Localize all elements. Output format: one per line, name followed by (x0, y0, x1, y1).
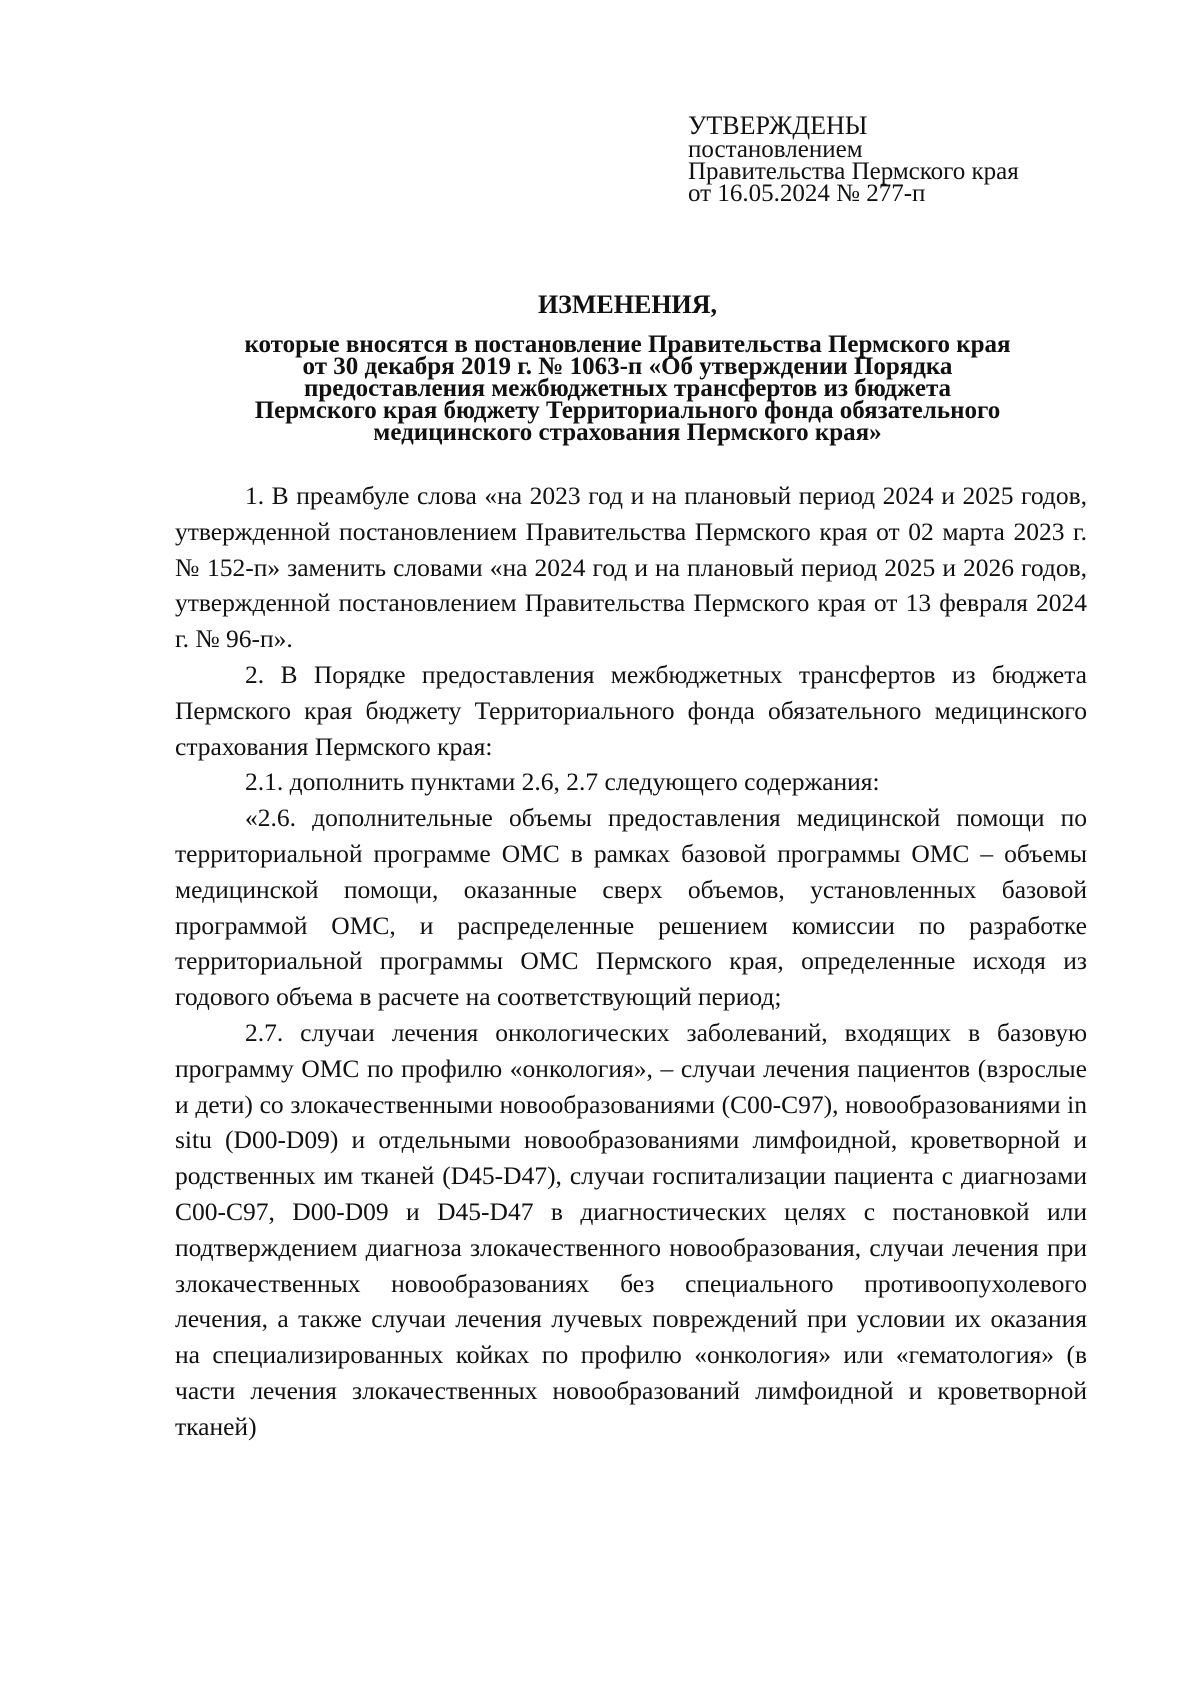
paragraph-2-7: 2.7. случаи лечения онкологических заболеваний, входящих в базовую программу ОМС по профилю «онкология», – случаи лечения пациентов (взрослые и дети) со злокачественными новообразованиями (С00-С97), новообразованиями in situ (D00-D09) и отдельными новообразованиями лимфоидной, кроветворной и родственных им тканей (D45-D47), случаи госпитализации пациента с диагнозами С00-С97, D00-D09 и D45-D47 в диагностических целях с постановкой или подтверждением диагноза злокачественного новообразования, случаи лечения при злокачественных новообразованиях без специального противоопухолевого лечения, а также случаи лечения лучевых повреждений при условии их оказания на специализированных койках по профилю «онкология» или «гематология» (в части лечения злокачественных новообразований лимфоидной и кроветворной тканей) (175, 1017, 1087, 1441)
approval-line-3: от 16.05.2024 № 277-п (688, 180, 926, 207)
approval-line-2: Правительства Пермского края (688, 158, 1019, 185)
document-subtitle-line: Пермского края бюджету Территориального фонда обязательного (254, 397, 1001, 424)
paragraph-1: 1. В преамбуле слова «на 2023 год и на плановый период 2024 и 2025 годов, утвержденной постановлением Правительства Пермского края от 02 марта 2023 г. № 152-п» заменить словами «на 2024 год и на плановый период 2025 и 2026 годов, утвержденной постановлением Правительства Пермского края от 13 февраля 2024 г. № 96-п». (175, 481, 1087, 654)
document-subtitle-line: от 30 декабря 2019 г. № 1063-п «Об утверждении Порядка (302, 353, 953, 380)
document-title: ИЗМЕНЕНИЯ, (537, 290, 718, 319)
paragraph-2: 2. В Порядке предоставления межбюджетных трансфертов из бюджета Пермского края бюджету Территориального фонда обязательного медицинского страхования Пермского края: (175, 659, 1087, 761)
document-subtitle-line: которые вносятся в постановление Правительства Пермского края (244, 331, 1011, 358)
approval-stamp (688, 112, 1108, 205)
paragraph-2-1: 2.1. дополнить пунктами 2.6, 2.7 следующего содержания: (245, 767, 880, 797)
document-body (175, 478, 1087, 1445)
approval-line-1: постановлением (688, 136, 863, 163)
approval-title: УТВЕРЖДЕНЫ (688, 111, 868, 140)
paragraph-2-6: «2.6. дополнительные объемы предоставления медицинской помощи по территориальной программе ОМС в рамках базовой программы ОМС – объемы медицинской помощи, оказанные сверх объемов, установленных базовой программой ОМС, и распределенные решением комиссии по разработке территориальной программы ОМС Пермского края, определенные исходя из годового объема в расчете на соответствующий период; (175, 803, 1087, 1012)
document-subtitle-line: медицинского страхования Пермского края» (373, 419, 882, 446)
document-subtitle-line: предоставления межбюджетных трансфертов из бюджета (303, 375, 952, 402)
document-heading (175, 290, 1080, 444)
